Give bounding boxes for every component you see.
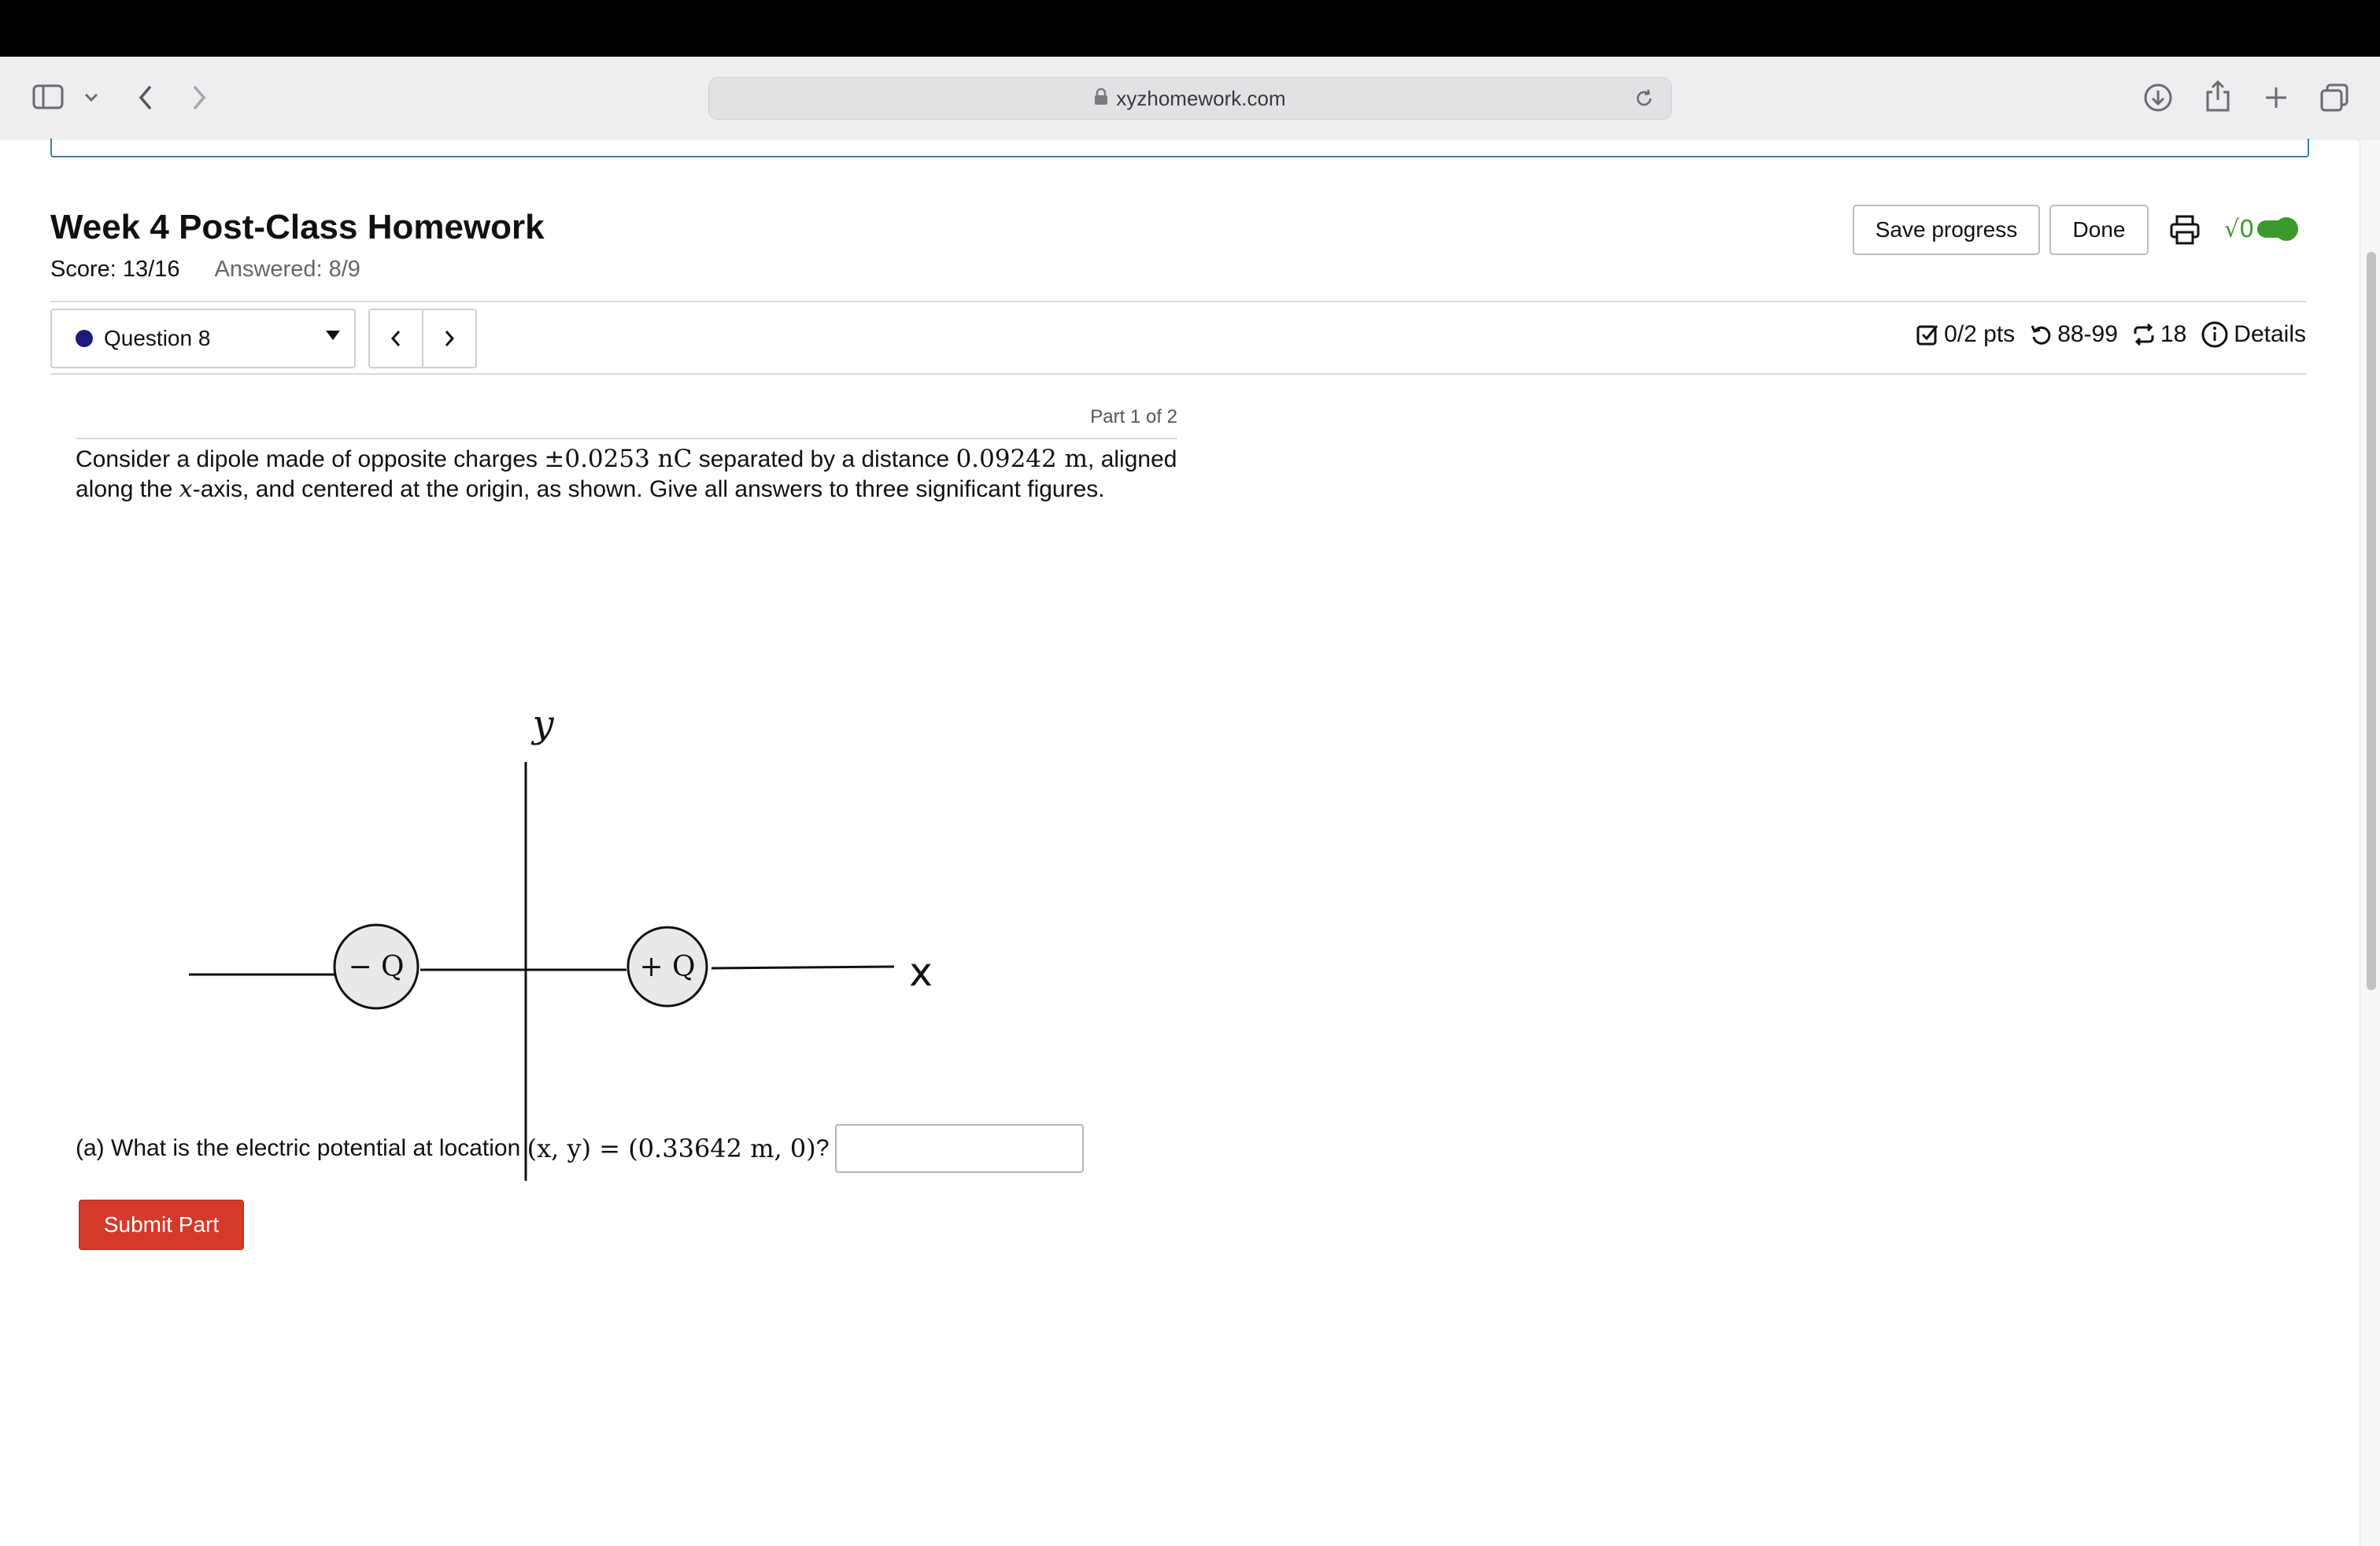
answered-text: Answered: 8/9 xyxy=(214,257,360,282)
caret-down-icon xyxy=(326,331,340,340)
url-text: xyzhomework.com xyxy=(1116,86,1286,110)
x-axis-label: x xyxy=(909,949,933,995)
repeat-icon xyxy=(2132,323,2156,346)
lock-icon xyxy=(1094,87,1108,111)
info-icon xyxy=(2201,320,2229,349)
math-toggle-label: √0 xyxy=(2224,215,2255,243)
reload-icon[interactable] xyxy=(1633,87,1655,113)
score-line xyxy=(50,257,360,283)
undo-icon xyxy=(2029,323,2053,346)
divider xyxy=(50,301,2306,302)
negative-charge-label: − Q xyxy=(348,951,405,983)
status-dot xyxy=(76,330,93,347)
y-axis-label: y xyxy=(532,702,554,746)
math-toggle[interactable] xyxy=(2224,209,2306,249)
details-label: Details xyxy=(2234,321,2306,347)
question-select-label: Question 8 xyxy=(104,326,211,350)
score-text: Score: 13/16 xyxy=(50,257,180,282)
problem-text: Consider a dipole made of opposite charges ±0.0253 nC separated by a distance 0.09242 m, aligned along the x-axis, and centered at the origin, as shown. Give all answers to three significant figures. xyxy=(76,445,1177,503)
question-meta xyxy=(1916,315,2306,354)
previous-question-button[interactable] xyxy=(368,309,423,368)
page-title: Week 4 Post-Class Homework xyxy=(50,208,545,246)
part-label: Part 1 of 2 xyxy=(1090,406,1177,427)
scrollbar[interactable] xyxy=(2360,140,2380,1546)
done-button[interactable]: Done xyxy=(2049,205,2149,255)
part-a-prompt: (a) What is the electric potential at location xyxy=(76,1135,527,1161)
new-tab-icon[interactable] xyxy=(2260,82,2292,113)
checkbox-icon xyxy=(1916,323,1939,346)
details-link[interactable] xyxy=(2201,320,2306,349)
x-axis-right xyxy=(711,967,894,968)
divider xyxy=(50,373,2306,375)
retries-item xyxy=(2029,321,2118,348)
attempts-text: 18 xyxy=(2160,321,2187,347)
answer-input[interactable] xyxy=(835,1124,1084,1173)
forward-icon[interactable] xyxy=(186,82,213,113)
next-question-button[interactable] xyxy=(422,309,477,368)
browser-toolbar xyxy=(0,57,2380,141)
charge-value: ±0.0253 nC xyxy=(544,445,693,473)
points-text: 0/2 pts xyxy=(1944,321,2016,347)
part-a-location: (x, y) = (0.33642 m, 0) xyxy=(527,1134,816,1163)
question-select[interactable] xyxy=(50,309,356,368)
screen-top-bar xyxy=(0,0,2380,57)
points-item xyxy=(1916,321,2015,348)
attempts-item xyxy=(2132,321,2186,348)
homework-page xyxy=(0,140,2358,1546)
notice-box xyxy=(50,139,2309,157)
save-progress-button[interactable]: Save progress xyxy=(1853,205,2040,255)
scrollbar-thumb[interactable] xyxy=(2367,252,2376,990)
print-icon[interactable] xyxy=(2169,214,2201,250)
address-bar[interactable] xyxy=(708,77,1672,120)
positive-charge-label: + Q xyxy=(639,951,696,983)
tab-overview-icon[interactable] xyxy=(2317,82,2352,113)
sidebar-toggle-icon[interactable] xyxy=(31,82,65,112)
share-icon[interactable] xyxy=(2202,79,2234,113)
chevron-down-icon[interactable] xyxy=(82,88,101,107)
part-a-question: (a) What is the electric potential at location (x, y) = (0.33642 m, 0) ? xyxy=(76,1124,1084,1173)
toggle-switch[interactable] xyxy=(2257,220,2295,238)
axis-variable: x xyxy=(179,475,193,503)
dipole-diagram xyxy=(173,565,960,1195)
distance-value: 0.09242 m xyxy=(955,445,1088,473)
back-icon[interactable] xyxy=(132,82,159,113)
submit-part-button[interactable]: Submit Part xyxy=(79,1200,244,1250)
retries-text: 88-99 xyxy=(2057,321,2118,347)
chevron-left-icon xyxy=(390,329,401,348)
download-icon[interactable] xyxy=(2142,82,2174,113)
chevron-right-icon xyxy=(444,329,455,348)
part-rule xyxy=(76,438,1177,439)
